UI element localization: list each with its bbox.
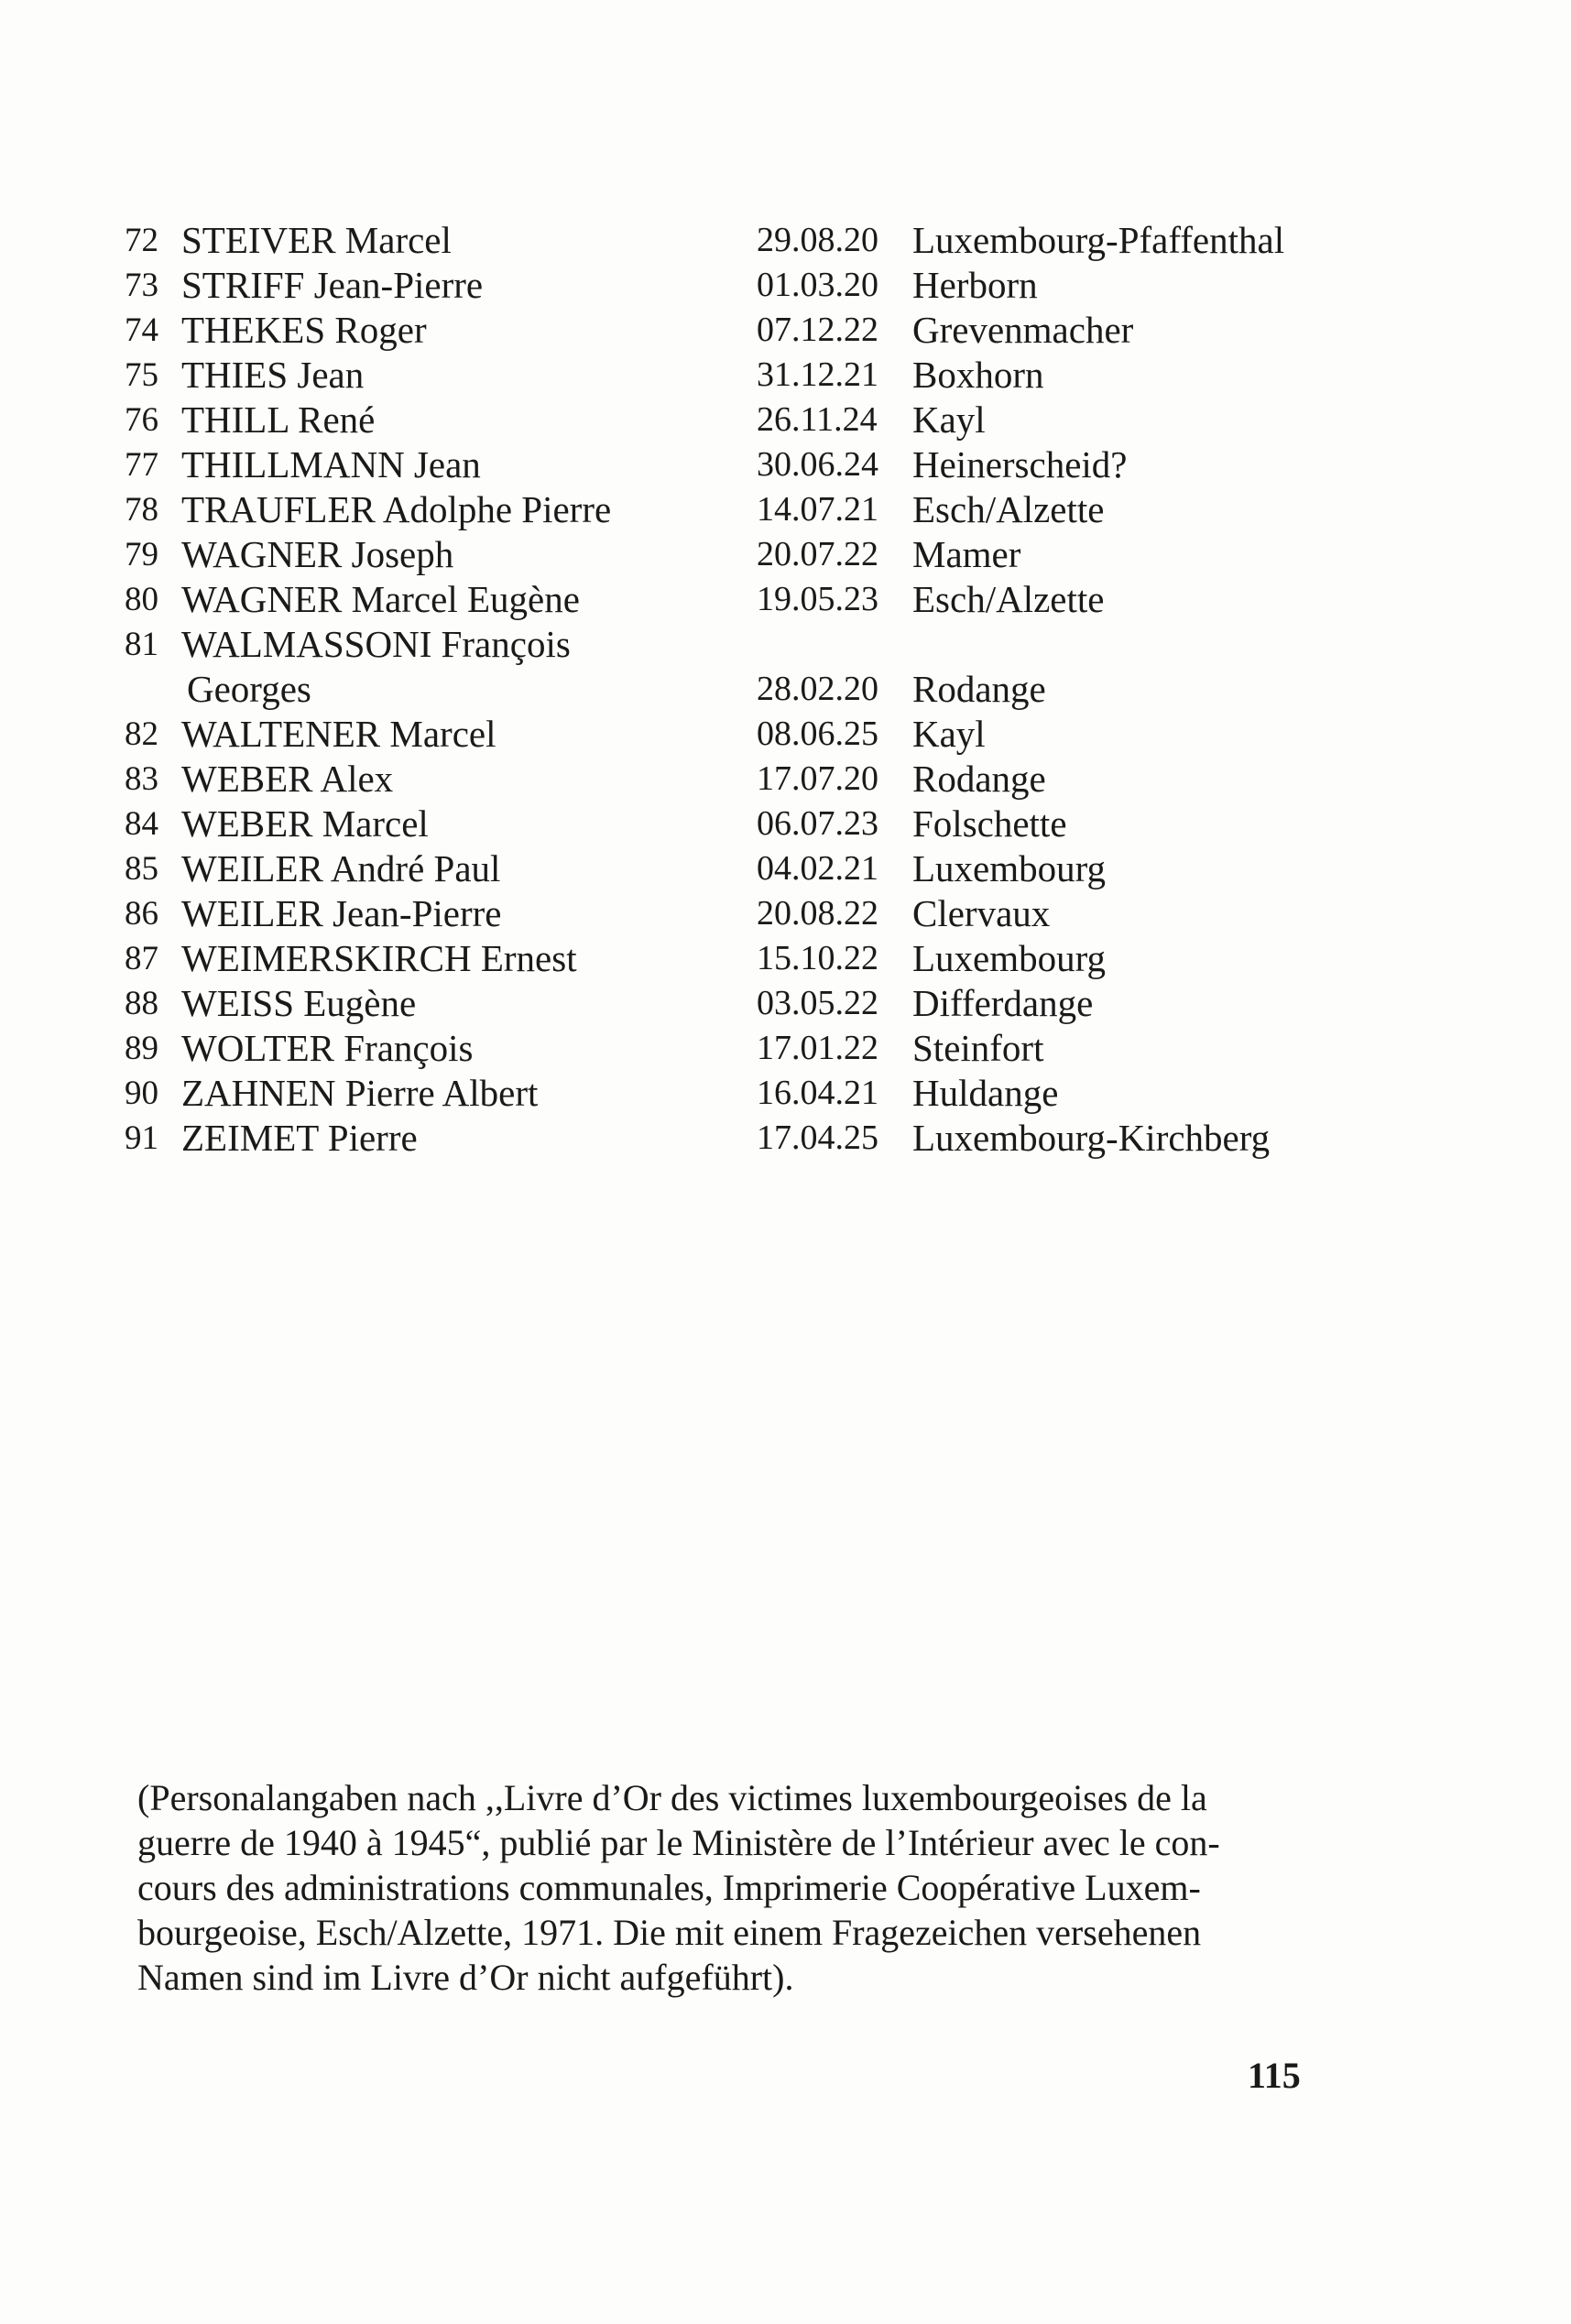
list-item [125,263,1343,308]
entry-name: THILLMANN Jean [181,443,481,486]
list-item [125,1071,1343,1116]
entry-number: 72 [125,222,158,259]
entry-name: THILL René [181,398,376,441]
entry-name: WOLTER François [181,1027,474,1069]
entry-number: 78 [125,491,158,529]
entry-number: 80 [125,581,158,618]
entry-number: 77 [125,446,158,484]
entry-name: STRIFF Jean-Pierre [181,264,484,306]
list-item [125,577,1343,622]
entry-birth-date: 26.11.24 [757,400,878,439]
entry-birth-place: Luxembourg-Kirchberg [912,1117,1271,1159]
list-item [125,218,1343,263]
list-item [125,802,1343,846]
entry-number: 79 [125,536,158,573]
entry-birth-date: 31.12.21 [757,355,878,394]
list-item [125,981,1343,1026]
entry-number: 85 [125,850,158,888]
entry-name: TRAUFLER Adolphe Pierre [181,488,612,530]
entry-name: WALMASSONI François [181,623,571,665]
entry-birth-place: Rodange [912,668,1046,710]
list-item [125,353,1343,398]
entry-number: 81 [125,626,158,663]
entry-birth-date: 17.04.25 [757,1118,878,1157]
entry-birth-date: 07.12.22 [757,311,878,349]
entry-name: WEILER André Paul [181,847,501,889]
entry-birth-place: Differdange [912,982,1094,1024]
entry-number: 91 [125,1119,158,1157]
entry-birth-place: Herborn [912,264,1038,306]
entry-birth-date: 29.08.20 [757,221,878,259]
entry-number: 76 [125,401,158,439]
list-item [125,1116,1343,1161]
list-item [125,936,1343,981]
entry-birth-place: Heinerscheid? [912,443,1128,486]
entry-birth-date: 08.06.25 [757,715,878,753]
entry-birth-place: Esch/Alzette [912,488,1105,530]
list-item [125,846,1343,891]
list-item [125,712,1343,757]
entry-number: 90 [125,1075,158,1112]
entry-birth-date: 19.05.23 [757,580,878,618]
entry-birth-date: 17.07.20 [757,759,878,798]
entry-name: WEILER Jean-Pierre [181,892,502,934]
entry-birth-place: Luxembourg [912,937,1107,979]
entry-birth-place: Luxembourg [912,847,1107,889]
entry-name: WEBER Alex [181,758,394,800]
entry-birth-place: Kayl [912,713,986,755]
entry-birth-date: 14.07.21 [757,490,878,529]
entry-number: 86 [125,895,158,933]
footnote-line: (Personalangaben nach ,,Livre d’Or des victimes luxembourgeoises de la [137,1777,1207,1818]
entry-birth-date: 20.08.22 [757,894,878,933]
entry-birth-date: 16.04.21 [757,1074,878,1112]
entry-birth-place: Grevenmacher [912,309,1134,351]
entry-birth-place: Steinfort [912,1027,1044,1069]
list-item [125,757,1343,802]
entry-birth-date: 06.07.23 [757,804,878,843]
entry-birth-place: Huldange [912,1072,1059,1114]
entry-number: 84 [125,805,158,843]
entry-number: 87 [125,940,158,977]
entry-number: 75 [125,356,158,394]
footnote-line: Namen sind im Livre d’Or nicht aufgeführt). [137,1957,794,1998]
entry-number: 74 [125,311,158,349]
list-item [125,398,1343,442]
entry-birth-date: 01.03.20 [757,266,878,304]
entry-birth-place: Boxhorn [912,354,1044,396]
source-footnote [137,1775,1328,2000]
footnote-line: guerre de 1940 à 1945“, publié par le Ministère de l’Intérieur avec le con- [137,1822,1220,1863]
entry-birth-date: 04.02.21 [757,849,878,888]
entry-name: ZEIMET Pierre [181,1117,418,1159]
entry-number: 89 [125,1030,158,1067]
entry-number: 73 [125,267,158,304]
entry-birth-place: Luxembourg-Pfaffenthal [912,219,1285,261]
victims-list [125,218,1343,1161]
list-item [125,1026,1343,1071]
entry-birth-date: 28.02.20 [757,670,878,708]
entry-birth-place: Kayl [912,398,986,441]
entry-birth-date: 20.07.22 [757,535,878,573]
entry-name: THIES Jean [181,354,365,396]
entry-name: WAGNER Joseph [181,533,454,575]
entry-name: STEIVER Marcel [181,219,452,261]
list-item-continuation [125,667,1343,712]
entry-number: 83 [125,760,158,798]
entry-birth-place: Mamer [912,533,1021,575]
page-number: 115 [1248,2055,1301,2096]
entry-birth-date: 17.01.22 [757,1029,878,1067]
entry-name: WEISS Eugène [181,982,417,1024]
entry-name: WEIMERSKIRCH Ernest [181,937,577,979]
entry-birth-place: Clervaux [912,892,1051,934]
list-item [125,532,1343,577]
entry-number: 88 [125,985,158,1022]
list-item [125,487,1343,532]
list-item [125,891,1343,936]
entry-name: WEBER Marcel [181,802,429,845]
entry-number: 82 [125,715,158,753]
entry-birth-date: 03.05.22 [757,984,878,1022]
entry-birth-place: Rodange [912,758,1046,800]
entry-name: Georges [187,668,311,710]
entry-name: THEKES Roger [181,309,427,351]
entry-birth-date: 30.06.24 [757,445,878,484]
entry-name: ZAHNEN Pierre Albert [181,1072,539,1114]
entry-name: WALTENER Marcel [181,713,496,755]
entry-birth-place: Folschette [912,802,1067,845]
entry-birth-place: Esch/Alzette [912,578,1105,620]
list-item [125,442,1343,487]
footnote-line: bourgeoise, Esch/Alzette, 1971. Die mit einem Fragezeichen versehenen [137,1912,1202,1953]
list-item [125,308,1343,353]
entry-birth-date: 15.10.22 [757,939,878,977]
list-item [125,622,1343,667]
entry-name: WAGNER Marcel Eugène [181,578,580,620]
footnote-line: cours des administrations communales, Imprimerie Coopérative Luxem- [137,1867,1201,1908]
